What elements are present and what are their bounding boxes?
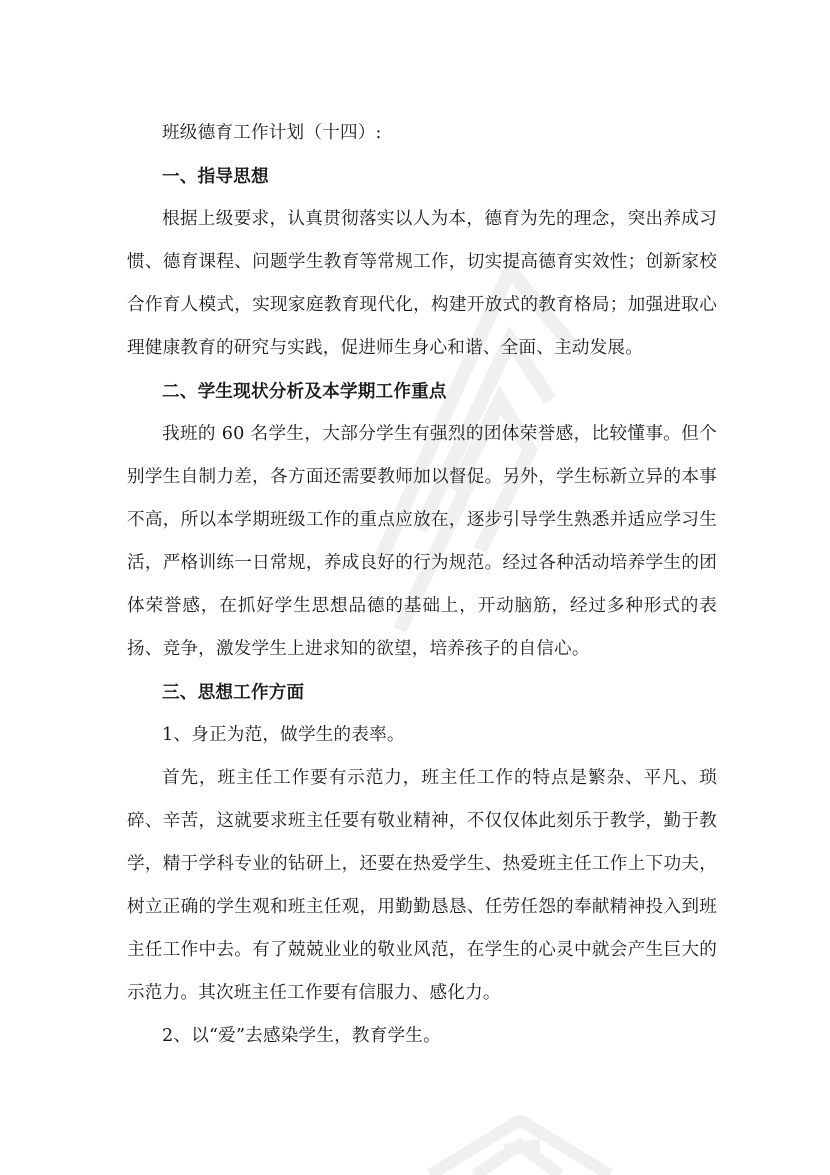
document-body: [127, 112, 717, 1058]
paragraph-lead-by-example: 首先，班主任工作要有示范力，班主任工作的特点是繁杂、平凡、琐碎、辛苦，这就要求班主任要有敬业精神，不仅仅体此刻乐于教学，勤于教学，精于学科专业的钻研上，还要在热爱学生、热爱班主任工作上下功夫，树立正确的学生观和班主任观，用勤勤恳恳、任劳任怨的奉献精神投入到班主任工作中去。有了兢兢业业的敬业风范，在学生的心灵中就会产生巨大的示范力。其次班主任工作要有信服力、感化力。: [127, 768, 717, 1003]
subheading-lead-by-example: 1、身正为范，做学生的表率。: [162, 725, 405, 745]
document-title: 班级德育工作计划（十四）:: [162, 123, 382, 143]
section-heading-ideological-work: 三、思想工作方面: [162, 682, 305, 703]
watermark-logo-icon: [420, 1115, 620, 1175]
subheading-educate-with-love: 2、以“爱”去感染学生，教育学生。: [162, 1026, 441, 1046]
section-heading-guiding-ideology: 一、指导思想: [162, 166, 269, 187]
section-heading-student-analysis: 二、学生现状分析及本学期工作重点: [162, 381, 447, 402]
paragraph-guiding-ideology: 根据上级要求，认真贯彻落实以人为本，德育为先的理念，突出养成习惯、德育课程、问题学生教育等常规工作，切实提高德育实效性；创新家校合作育人模式，实现家庭教育现代化，构建开放式的教育格局；加强进取心理健康教育的研究与实践，促进师生身心和谐、全面、主动发展。: [127, 209, 717, 358]
paragraph-student-analysis: 我班的 60 名学生，大部分学生有强烈的团体荣誉感，比较懂事。但个别学生自制力差，各方面还需要教师加以督促。另外，学生标新立异的本事不高，所以本学期班级工作的重点应放在，逐步引导学生熟悉并适应学习生活，严格训练一日常规，养成良好的行为规范。经过各种活动培养学生的团体荣誉感，在抓好学生思想品德的基础上，开动脑筋，经过多种形式的表扬、竞争，激发学生上进求知的欲望，培养孩子的自信心。: [127, 424, 717, 659]
